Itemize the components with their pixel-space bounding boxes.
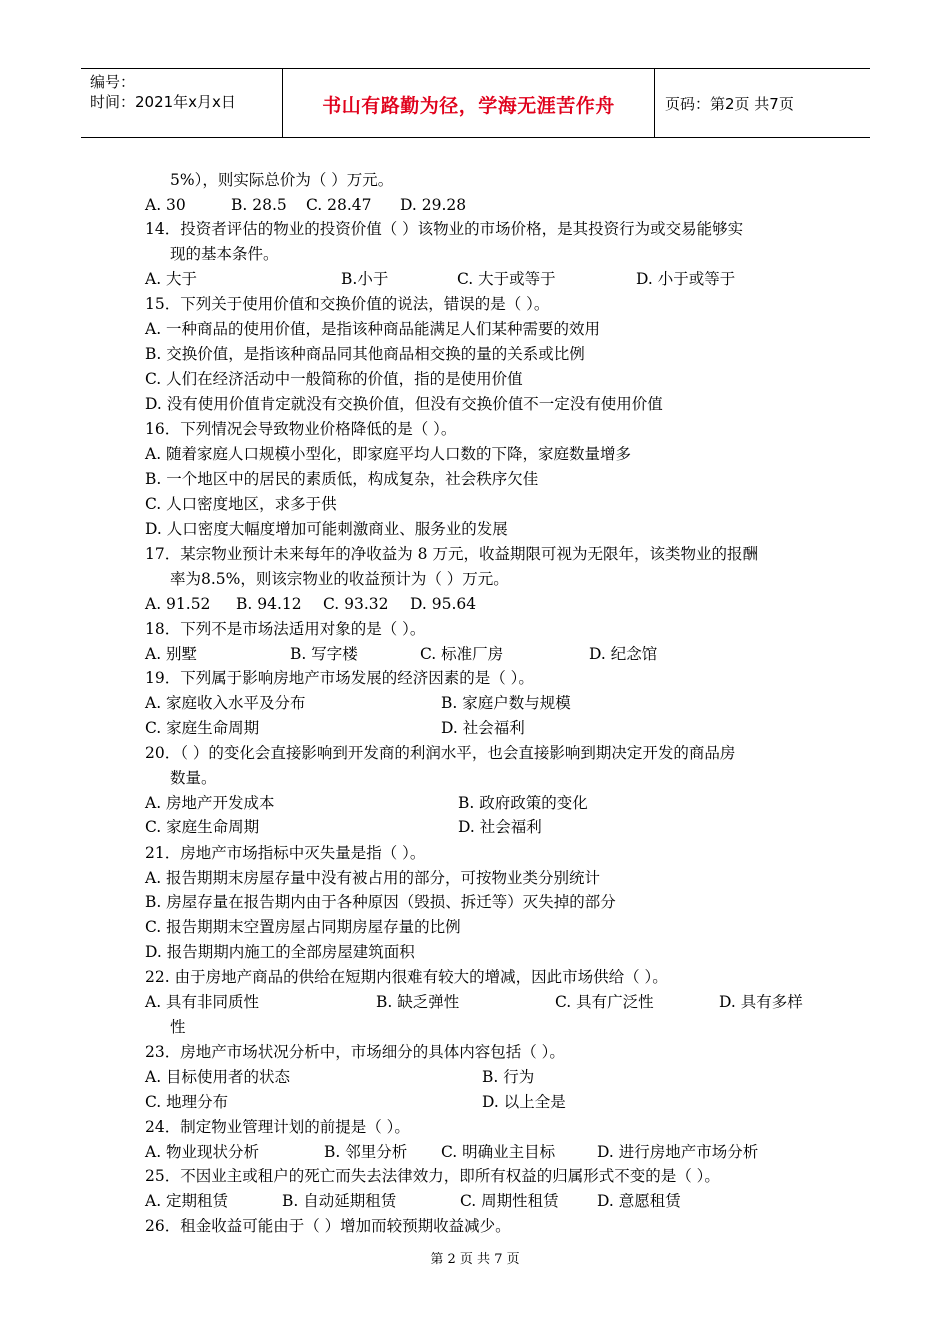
text-line: 23．房地产市场状况分析中，市场细分的具体内容包括（ ）。 [145, 1043, 565, 1061]
answer-option: A. 91.52 [145, 595, 211, 613]
text-line: D. 没有使用价值肯定就没有交换价值，但没有交换价值不一定没有使用价值 [145, 395, 663, 413]
answer-option: D. 95.64 [410, 595, 477, 613]
text-line: D. 人口密度大幅度增加可能刺激商业、服务业的发展 [145, 520, 508, 538]
answer-option: D. 以上全是 [482, 1093, 566, 1111]
answer-option: C. 明确业主目标 [441, 1143, 556, 1161]
answer-option: D. 29.28 [400, 196, 467, 214]
text-line: B. 交换价值，是指该种商品同其他商品相交换的量的关系或比例 [145, 345, 585, 363]
header-divider [654, 69, 655, 137]
text-line: C. 人们在经济活动中一般简称的价值，指的是使用价值 [145, 370, 523, 388]
answer-option: A. 目标使用者的状态 [145, 1068, 291, 1086]
answer-option: D. 社会福利 [441, 719, 525, 737]
text-line: 21．房地产市场指标中灭失量是指（ ）。 [145, 844, 426, 862]
text-line: 数量。 [170, 769, 217, 787]
answer-option: B. 政府政策的变化 [458, 794, 588, 812]
text-line: 率为8.5%，则该宗物业的收益预计为（ ）万元。 [170, 570, 509, 588]
answer-option: C. 家庭生命周期 [145, 818, 260, 836]
answer-option: B. 缺乏弹性 [376, 993, 460, 1011]
answer-option: C. 具有广泛性 [555, 993, 654, 1011]
number-label: 编号： [90, 73, 136, 91]
answer-option: D. 具有多样 [719, 993, 803, 1011]
answer-option: B. 邻里分析 [324, 1143, 408, 1161]
page-footer: 第 2 页 共 7 页 [430, 1252, 520, 1267]
text-line: A. 随着家庭人口规模小型化，即家庭平均人口数的下降，家庭数量增多 [145, 445, 632, 463]
text-line: 15．下列关于使用价值和交换价值的说法，错误的是（ ）。 [145, 295, 550, 313]
text-line: 24．制定物业管理计划的前提是（ ）。 [145, 1118, 410, 1136]
answer-option: C. 28.47 [306, 196, 372, 214]
date-label: 时间：2021年x月x日 [90, 93, 236, 111]
answer-option: A. 定期租赁 [145, 1192, 229, 1210]
text-line: 26．租金收益可能由于（ ）增加而较预期收益减少。 [145, 1217, 511, 1235]
answer-option: A. 具有非同质性 [145, 993, 260, 1011]
answer-option: C. 标准厂房 [420, 645, 504, 663]
answer-option: D. 意愿租赁 [597, 1192, 681, 1210]
answer-option: D. 社会福利 [458, 818, 542, 836]
answer-option: B. 自动延期租赁 [282, 1192, 397, 1210]
answer-option: A. 房地产开发成本 [145, 794, 275, 812]
text-line: 16．下列情况会导致物业价格降低的是（ ）。 [145, 420, 457, 438]
header-table [81, 68, 870, 138]
answer-option: B. 写字楼 [290, 645, 358, 663]
text-line: 20．（ ）的变化会直接影响到开发商的利润水平，也会直接影响到期决定开发的商品房 [145, 744, 736, 762]
answer-option: A. 大于 [145, 270, 198, 288]
answer-option: D. 小于或等于 [636, 270, 736, 288]
answer-option: B. 28.5 [231, 196, 287, 214]
answer-option: C. 大于或等于 [457, 270, 556, 288]
answer-option: B.小于 [341, 270, 389, 288]
text-line: 5%），则实际总价为（ ）万元。 [170, 171, 394, 189]
text-line: 17．某宗物业预计未来每年的净收益为 8 万元，收益期限可视为无限年，该类物业的报酬 [145, 545, 758, 563]
text-line: 18．下列不是市场法适用对象的是（ ）。 [145, 620, 426, 638]
answer-option: B. 94.12 [236, 595, 302, 613]
page-info: 页码：第2页 共7页 [665, 95, 794, 113]
text-line: 现的基本条件。 [170, 245, 279, 263]
answer-option: D. 进行房地产市场分析 [597, 1143, 759, 1161]
header-left-cell [90, 72, 236, 112]
answer-option: A. 30 [145, 196, 186, 214]
answer-option: D. 纪念馆 [589, 645, 658, 663]
text-line: B. 房屋存量在报告期内由于各种原因（毁损、拆迁等）灭失掉的部分 [145, 893, 616, 911]
answer-option: A. 家庭收入水平及分布 [145, 694, 306, 712]
text-line: A. 一种商品的使用价值，是指该种商品能满足人们某种需要的效用 [145, 320, 601, 338]
answer-option: C. 家庭生命周期 [145, 719, 260, 737]
text-line: B. 一个地区中的居民的素质低，构成复杂，社会秩序欠佳 [145, 470, 539, 488]
answer-option: C. 93.32 [323, 595, 389, 613]
text-line: C. 人口密度地区，求多于供 [145, 495, 337, 513]
answer-option: C. 地理分布 [145, 1093, 229, 1111]
text-line: 22. 由于房地产商品的供给在短期内很难有较大的增减，因此市场供给（ ）。 [145, 968, 668, 986]
text-line: 性 [170, 1018, 186, 1036]
motto: 书山有路勤为径，学海无涯苦作舟 [322, 95, 615, 117]
text-line: 19．下列属于影响房地产市场发展的经济因素的是（ ）。 [145, 669, 534, 687]
text-line: 14．投资者评估的物业的投资价值（ ）该物业的市场价格，是其投资行为或交易能够实 [145, 220, 744, 238]
text-line: D. 报告期期内施工的全部房屋建筑面积 [145, 943, 415, 961]
answer-option: A. 物业现状分析 [145, 1143, 260, 1161]
text-line: A. 报告期期末房屋存量中没有被占用的部分，可按物业类分别统计 [145, 869, 601, 887]
answer-option: B. 行为 [482, 1068, 535, 1086]
text-line: 25．不因业主或租户的死亡而失去法律效力，即所有权益的归属形式不变的是（ ）。 [145, 1167, 720, 1185]
answer-option: B. 家庭户数与规模 [441, 694, 571, 712]
text-line: C. 报告期期末空置房屋占同期房屋存量的比例 [145, 918, 461, 936]
answer-option: C. 周期性租赁 [460, 1192, 559, 1210]
answer-option: A. 别墅 [145, 645, 198, 663]
